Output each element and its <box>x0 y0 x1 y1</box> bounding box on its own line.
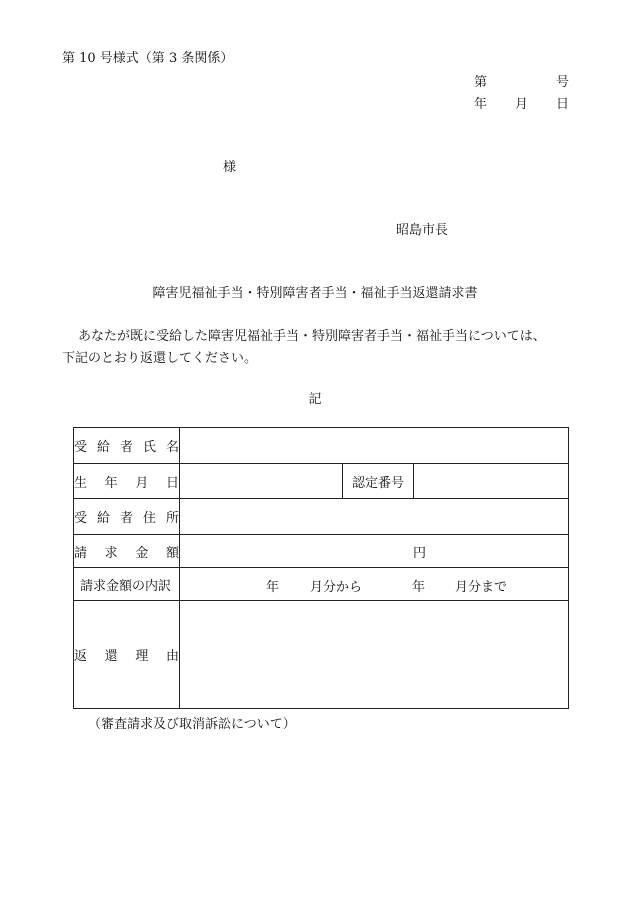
label-char: 者 <box>119 440 133 455</box>
label-char: 月 <box>135 475 149 491</box>
body-text-line-2: 下記のとおり返還してください。 <box>62 351 258 366</box>
row-reason <box>74 601 569 709</box>
form-number-label: 第 10 号様式（第 3 条関係） <box>62 51 234 66</box>
appeal-note: （審査請求及び取消訴訟について） <box>88 717 296 732</box>
date-month-label: 月 <box>515 97 529 112</box>
addressee-suffix: 様 <box>223 160 237 175</box>
reason-label <box>74 601 180 709</box>
label-char: 給 <box>96 511 110 526</box>
row-breakdown <box>74 568 569 601</box>
recipient-name-label <box>74 428 180 464</box>
breakdown-from-month: 月分から <box>310 580 363 595</box>
yen-unit: 円 <box>413 545 427 561</box>
label-char: 年 <box>104 475 118 491</box>
label-char: 受 <box>74 511 88 526</box>
label-char: 返 <box>74 649 88 664</box>
body-text-line-1: あなたが既に受給した障害児福祉手当・特別障害者手当・福祉手当については、 <box>78 329 546 344</box>
breakdown-from-year: 年 <box>266 580 280 595</box>
breakdown-to-year: 年 <box>412 580 426 595</box>
document-title: 障害児福祉手当・特別障害者手当・福祉手当返還請求書 <box>152 286 478 301</box>
label-char: 住 <box>142 511 156 526</box>
date-year-label: 年 <box>474 97 488 112</box>
label-char: 還 <box>104 649 118 664</box>
document-number-suffix: 号 <box>556 75 570 90</box>
label-char: 請 <box>74 545 88 561</box>
breakdown-label: 請求金額の内訳 <box>74 568 180 601</box>
breakdown-to-month: 月分まで <box>455 580 508 595</box>
claim-amount-label <box>74 535 180 568</box>
claim-amount-field[interactable] <box>180 535 569 568</box>
label-char: 日 <box>165 475 179 491</box>
label-char: 理 <box>135 649 149 664</box>
label-char: 求 <box>104 545 118 561</box>
document-number-prefix: 第 <box>474 75 488 90</box>
certification-number-field[interactable] <box>414 464 569 499</box>
label-char: 給 <box>96 440 110 455</box>
recipient-name-field[interactable] <box>180 428 569 464</box>
date-day-label: 日 <box>556 97 570 112</box>
issuer: 昭島市長 <box>396 223 449 238</box>
reason-field[interactable] <box>180 601 569 709</box>
birth-date-field[interactable] <box>180 464 343 499</box>
label-char: 受 <box>74 440 88 455</box>
label-char: 額 <box>165 545 179 561</box>
label-char: 者 <box>119 511 133 526</box>
recipient-address-label <box>74 499 180 535</box>
ki-heading: 記 <box>308 392 322 407</box>
refund-claim-table <box>73 427 569 709</box>
row-birth-date <box>74 464 569 499</box>
recipient-address-field[interactable] <box>180 499 569 535</box>
row-recipient-name <box>74 428 569 464</box>
label-char: 生 <box>74 475 88 491</box>
label-char: 所 <box>165 511 179 526</box>
label-char: 金 <box>135 545 149 561</box>
row-recipient-address <box>74 499 569 535</box>
label-char: 氏 <box>142 440 156 455</box>
row-claim-amount <box>74 535 569 568</box>
breakdown-field[interactable] <box>180 568 569 601</box>
label-char: 由 <box>165 649 179 664</box>
birth-date-label <box>74 464 180 499</box>
label-char: 名 <box>165 440 179 455</box>
certification-number-label: 認定番号 <box>343 464 414 499</box>
